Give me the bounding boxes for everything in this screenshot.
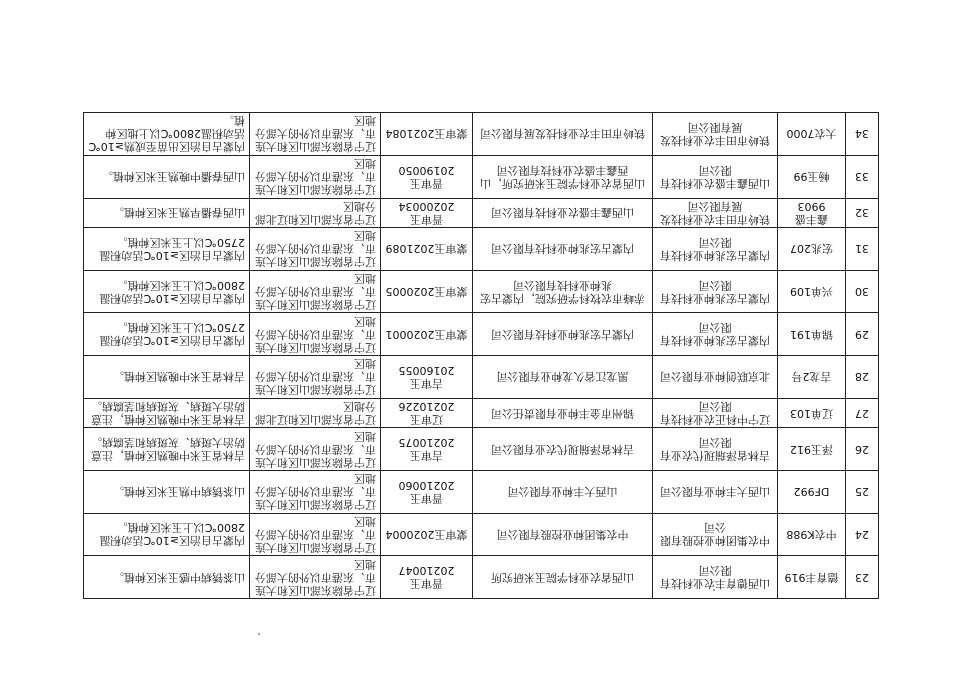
approval-code-cell: 蒙审玉2020004 [381, 513, 473, 556]
variety-name-cell: 宏兆207 [778, 228, 846, 271]
row-number-cell: 34 [846, 113, 879, 156]
applicant-cell: 内蒙古宏兆种业科技有限公司 [653, 270, 778, 313]
suitable-region-cell: 辽宁省除东部山区和大连市、东港市以外的大部分地区 [250, 556, 381, 599]
table-row [84, 398, 879, 427]
approval-code-cell: 蒙审玉2020001 [381, 313, 473, 356]
original-approval-note-cell: 山茶锈病中感玉米区种植。 [84, 556, 250, 599]
applicant-cell: 内蒙古宏兆种业科技有限公司 [653, 313, 778, 356]
approval-code-cell: 吉审玉20160055 [381, 356, 473, 399]
original-approval-note-cell: 山西春播早熟玉米区种植。 [84, 198, 250, 227]
applicant-cell: 铁岭市田丰农业科技发展有限公司 [653, 113, 778, 156]
approval-code-cell: 辽审玉20210226 [381, 398, 473, 427]
table-row [84, 513, 879, 556]
variety-name-cell: 中农K988 [778, 513, 846, 556]
table-row [84, 356, 879, 399]
applicant-cell: 山西德育丰农业科技有限公司 [653, 556, 778, 599]
original-approval-note-cell: 山西春播中晚熟玉米区种植。 [84, 155, 250, 198]
variety-name-cell: DF992 [778, 470, 846, 513]
original-approval-note-cell: 内蒙古自治区出苗至成熟≥10℃活动积温2800℃以上地区种植。 [84, 113, 250, 156]
approval-code-cell: 蒙审玉2021089 [381, 228, 473, 271]
suitable-region-cell: 辽宁省除东部山区和大连市、东港市以外的大部分地区 [250, 513, 381, 556]
approval-code-cell: 晋审玉20190050 [381, 155, 473, 198]
original-approval-note-cell: 内蒙古自治区≥10℃活动积温2800℃以上玉米区种植。 [84, 270, 250, 313]
row-number-cell: 27 [846, 398, 879, 427]
approval-code-cell: 吉审玉20210075 [381, 428, 473, 471]
row-number-cell: 28 [846, 356, 879, 399]
suitable-region-cell: 辽宁省除东部山区和大连市、东港市以外的大部分地区 [250, 428, 381, 471]
breeder-cell: 山西大丰种业有限公司 [473, 470, 653, 513]
row-number-cell: 26 [846, 428, 879, 471]
breeder-cell: 内蒙古宏兆种业科技有限公司 [473, 228, 653, 271]
variety-name-cell: 兴单109 [778, 270, 846, 313]
original-approval-note-cell: 内蒙古自治区≥10℃活动积温2800℃以上玉米区种植。 [84, 513, 250, 556]
original-approval-note-cell: 吉林省玉米中晚熟区种植，注意防治大斑病、灰斑病和茎腐病。 [84, 398, 250, 427]
variety-name-cell: 吉龙2号 [778, 356, 846, 399]
breeder-cell: 山西鑫丰盛农业科技有限公司 [473, 198, 653, 227]
table-row [84, 270, 879, 313]
variety-name-cell: 辽单103 [778, 398, 846, 427]
variety-name-cell: 德育丰919 [778, 556, 846, 599]
breeder-cell: 中农集团种业控股有限公司 [473, 513, 653, 556]
breeder-cell: 山西省农业科学院玉米研究所，山西鑫丰盛农业科技有限公司 [473, 155, 653, 198]
row-number-cell: 31 [846, 228, 879, 271]
original-approval-note-cell: 内蒙古自治区≥10℃活动积温2750℃以上玉米区种植。 [84, 313, 250, 356]
table-row [84, 113, 879, 156]
breeder-cell: 赤峰市农牧科学研究院，内蒙古宏兆种业科技有限公司 [473, 270, 653, 313]
row-number-cell: 29 [846, 313, 879, 356]
variety-name-cell: 畅玉99 [778, 155, 846, 198]
original-approval-note-cell: 内蒙古自治区≥10℃活动积温2750℃以上玉米区种植。 [84, 228, 250, 271]
suitable-region-cell: 辽宁省东部山区和辽北部分地区 [250, 398, 381, 427]
breeder-cell: 黑龙江省久龙种业有限公司 [473, 356, 653, 399]
original-approval-note-cell: 山茶锈病中熟玉米区种植。 [84, 470, 250, 513]
table-row [84, 198, 879, 227]
table-row [84, 313, 879, 356]
applicant-cell: 中农集团种业控股有限公司 [653, 513, 778, 556]
row-number-cell: 25 [846, 470, 879, 513]
applicant-cell: 山西大丰种业有限公司 [653, 470, 778, 513]
row-number-cell: 33 [846, 155, 879, 198]
breeder-cell: 内蒙古宏兆种业科技有限公司 [473, 313, 653, 356]
variety-name-cell: 泽玉912 [778, 428, 846, 471]
table-body [84, 113, 879, 599]
row-number-cell: 24 [846, 513, 879, 556]
variety-table [83, 112, 879, 599]
breeder-cell: 铁岭市田丰农业科技发展有限公司 [473, 113, 653, 156]
variety-name-cell: 大农7000 [778, 113, 846, 156]
suitable-region-cell: 辽宁省除东部山区和大连市、东港市以外的大部分地区 [250, 470, 381, 513]
table-row [84, 228, 879, 271]
variety-name-cell: 鑫丰盛9903 [778, 198, 846, 227]
original-approval-note-cell: 吉林省玉米中晚熟区种植。 [84, 356, 250, 399]
original-approval-note-cell: 吉林省玉米中晚熟区种植，注意防治大斑病、灰斑病和茎腐病。 [84, 428, 250, 471]
applicant-cell: 吉林省泽瑞现代农业有限公司 [653, 428, 778, 471]
table-row [84, 556, 879, 599]
suitable-region-cell: 辽宁省除东部山区和大连市、东港市以外的大部分地区 [250, 228, 381, 271]
approval-code-cell: 蒙审玉2020005 [381, 270, 473, 313]
table-row [84, 155, 879, 198]
suitable-region-cell: 辽宁省东部山区和辽北部分地区 [250, 198, 381, 227]
approval-code-cell: 晋审玉20210060 [381, 470, 473, 513]
suitable-region-cell: 辽宁省除东部山区和大连市、东港市以外的大部分地区 [250, 113, 381, 156]
row-number-cell: 23 [846, 556, 879, 599]
breeder-cell: 吉林省泽瑞现代农业有限公司 [473, 428, 653, 471]
approval-code-cell: 晋审玉20200034 [381, 198, 473, 227]
row-number-cell: 32 [846, 198, 879, 227]
approval-code-cell: 蒙审玉2021084 [381, 113, 473, 156]
applicant-cell: 铁岭市田丰农业科技发展有限公司 [653, 198, 778, 227]
suitable-region-cell: 辽宁省除东部山区和大连市、东港市以外的大部分地区 [250, 155, 381, 198]
applicant-cell: 辽宁中科正农业科技有限公司 [653, 398, 778, 427]
table-row [84, 470, 879, 513]
row-number-cell: 30 [846, 270, 879, 313]
variety-name-cell: 锦单191 [778, 313, 846, 356]
approval-code-cell: 晋审玉20210047 [381, 556, 473, 599]
applicant-cell: 内蒙古宏兆种业科技有限公司 [653, 228, 778, 271]
breeder-cell: 锦州市金丰种业有限责任公司 [473, 398, 653, 427]
applicant-cell: 北京联创种业有限公司 [653, 356, 778, 399]
suitable-region-cell: 辽宁省除东部山区和大连市、东港市以外的大部分地区 [250, 356, 381, 399]
suitable-region-cell: 辽宁省除东部山区和大连市、东港市以外的大部分地区 [250, 270, 381, 313]
suitable-region-cell: 辽宁省除东部山区和大连市、东港市以外的大部分地区 [250, 313, 381, 356]
table-row [84, 428, 879, 471]
breeder-cell: 山西省农业科学院玉米研究所 [473, 556, 653, 599]
applicant-cell: 山西鑫丰盛农业科技有限公司 [653, 155, 778, 198]
